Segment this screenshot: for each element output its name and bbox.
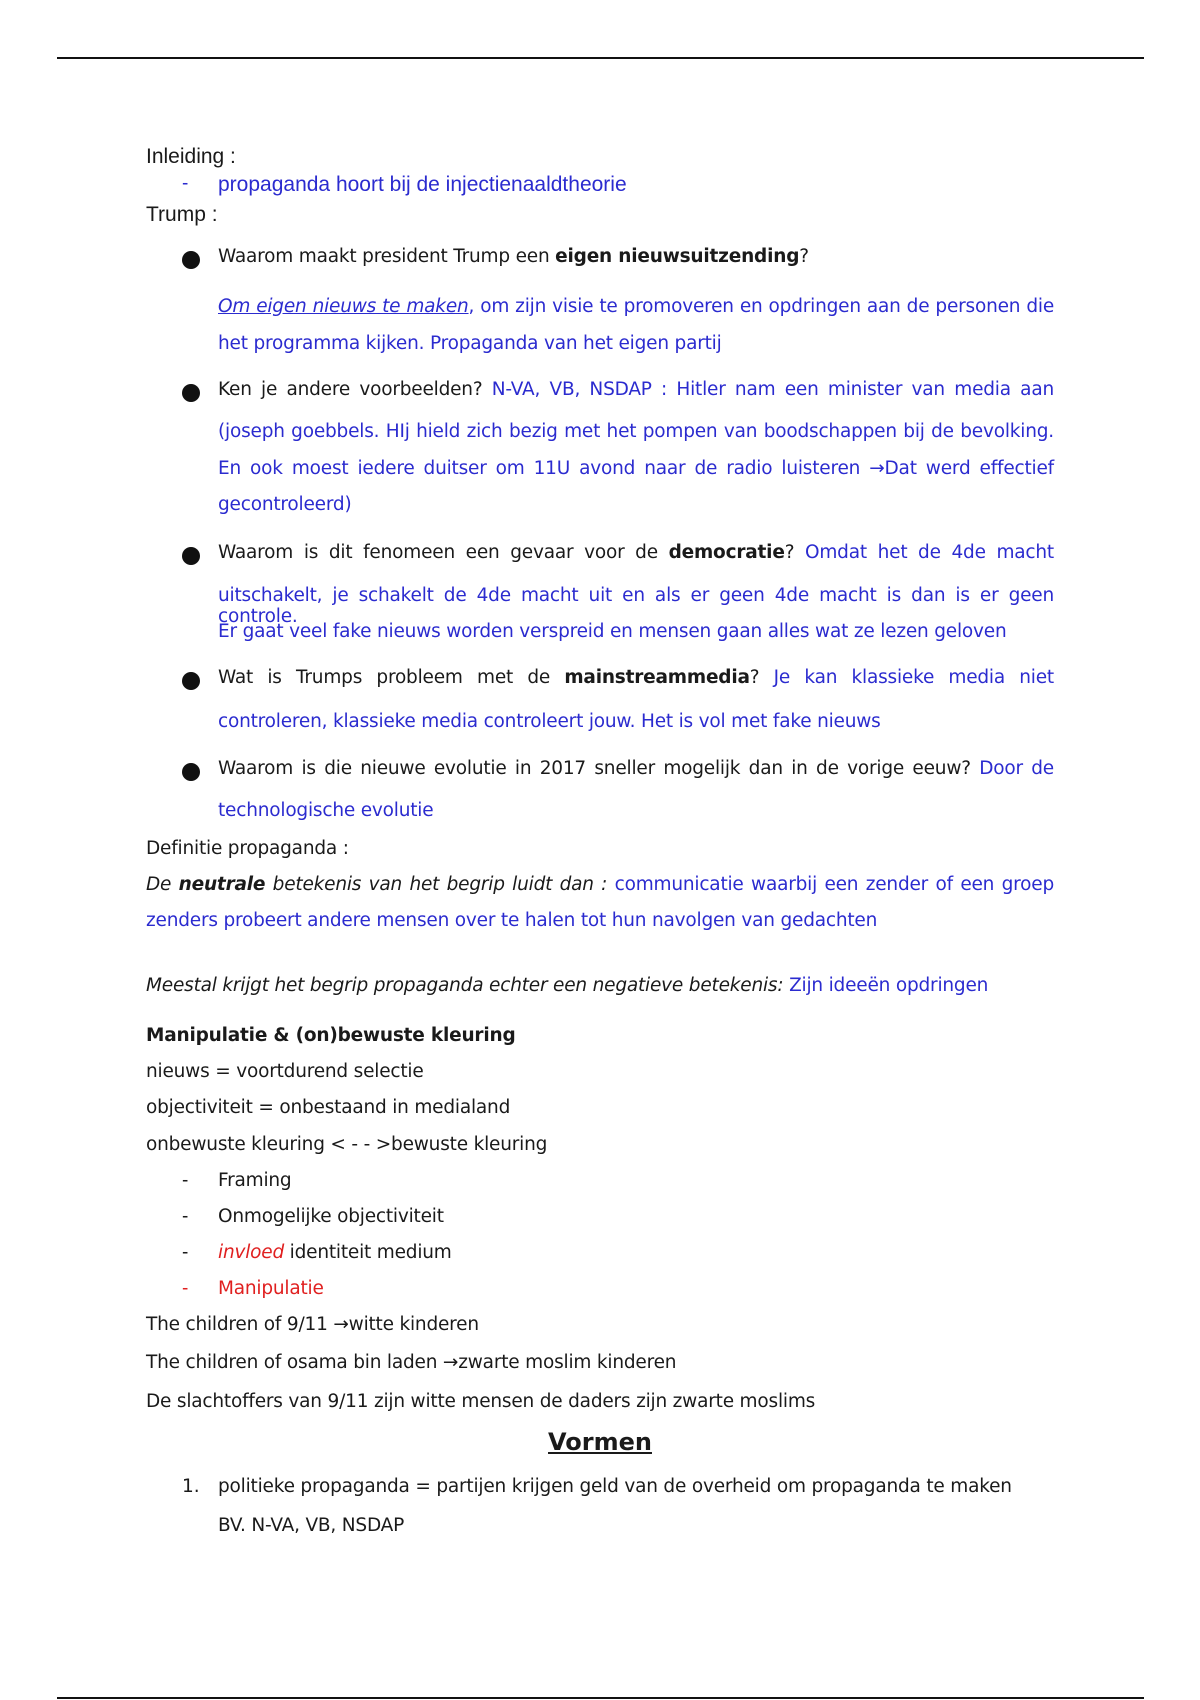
answer-3-line3: Er gaat veel fake nieuws worden verspreid en mensen gaan alles wat ze lezen geloven <box>218 621 1007 642</box>
answer-2-line3: En ook moest iedere duitser om 11U avond naar de radio luisteren →Dat werd effectief <box>218 458 1054 479</box>
definitie-line2: zenders probeert andere mensen over te halen tot hun navolgen van gedachten <box>146 910 878 931</box>
answer-5-line2: technologische evolutie <box>218 800 434 821</box>
inleiding-item: propaganda hoort bij de injectienaaldtheorie <box>218 173 627 196</box>
example-line3: De slachtoffers van 9/11 zijn witte mensen de daders zijn zwarte moslims <box>146 1391 816 1412</box>
bullet-dot <box>182 384 200 402</box>
heading-inleiding: Inleiding : <box>146 145 236 168</box>
dash-bullet: - <box>182 1242 189 1263</box>
heading-trump: Trump : <box>146 203 218 226</box>
answer-2-line2: (joseph goebbels. HIj hield zich bezig met het pompen van boodschappen bij de bevolking. <box>218 421 1054 442</box>
bullet-dot <box>182 672 200 690</box>
bullet-dot <box>182 251 200 269</box>
dash-bullet: - <box>182 1278 189 1299</box>
list-item-invloed: invloed identiteit medium <box>218 1242 452 1263</box>
heading-vormen: Vormen <box>548 1428 652 1456</box>
dash-bullet: - <box>182 173 189 194</box>
list-item-manipulatie: Manipulatie <box>218 1278 324 1299</box>
bullet-dot <box>182 763 200 781</box>
list-number: 1. <box>182 1476 200 1497</box>
answer-1-line2: het programma kijken. Propaganda van het eigen partij <box>218 333 722 354</box>
list-item-framing: Framing <box>218 1170 292 1191</box>
answer-2-line4: gecontroleerd) <box>218 494 352 515</box>
vormen-item-1-sub: BV. N-VA, VB, NSDAP <box>218 1515 405 1536</box>
manipulatie-line1: nieuws = voortdurend selectie <box>146 1061 424 1082</box>
dash-bullet: - <box>182 1170 189 1191</box>
example-line1: The children of 9/11 →witte kinderen <box>146 1314 479 1335</box>
dash-bullet: - <box>182 1206 189 1227</box>
definitie-line3: Meestal krijgt het begrip propaganda echter een negatieve betekenis: Zijn ideeën opdringen <box>146 975 989 996</box>
manipulatie-line3: onbewuste kleuring < - - >bewuste kleuring <box>146 1134 548 1155</box>
vormen-item-1: politieke propaganda = partijen krijgen geld van de overheid om propaganda te maken <box>218 1476 1012 1497</box>
question-5: Waarom is die nieuwe evolutie in 2017 sneller mogelijk dan in de vorige eeuw? Door de <box>218 758 1054 779</box>
bottom-rule <box>57 1697 1144 1699</box>
answer-3-line2: uitschakelt, je schakelt de 4de macht uit en als er geen 4de macht is dan is er geen controle. <box>218 585 1054 627</box>
answer-1-line1: Om eigen nieuws te maken, om zijn visie te promoveren en opdringen aan de personen die <box>218 296 1055 317</box>
bullet-dot <box>182 547 200 565</box>
heading-definitie: Definitie propaganda : <box>146 838 349 859</box>
manipulatie-line2: objectiviteit = onbestaand in medialand <box>146 1097 511 1118</box>
example-line2: The children of osama bin laden →zwarte moslim kinderen <box>146 1352 677 1373</box>
list-item-objectiviteit: Onmogelijke objectiviteit <box>218 1206 444 1227</box>
document-page <box>146 0 1054 1700</box>
question-3: Waarom is dit fenomeen een gevaar voor de democratie? Omdat het de 4de macht <box>218 542 1054 563</box>
question-2: Ken je andere voorbeelden? N-VA, VB, NSDAP : Hitler nam een minister van media aan <box>218 379 1054 400</box>
question-1: Waarom maakt president Trump een eigen nieuwsuitzending? <box>218 246 809 267</box>
answer-4-line2: controleren, klassieke media controleert jouw. Het is vol met fake nieuws <box>218 711 881 732</box>
heading-manipulatie: Manipulatie & (on)bewuste kleuring <box>146 1025 516 1046</box>
question-4: Wat is Trumps probleem met de mainstreammedia? Je kan klassieke media niet <box>218 667 1054 688</box>
definitie-line1: De neutrale betekenis van het begrip luidt dan : communicatie waarbij een zender of een groep <box>146 874 1054 895</box>
